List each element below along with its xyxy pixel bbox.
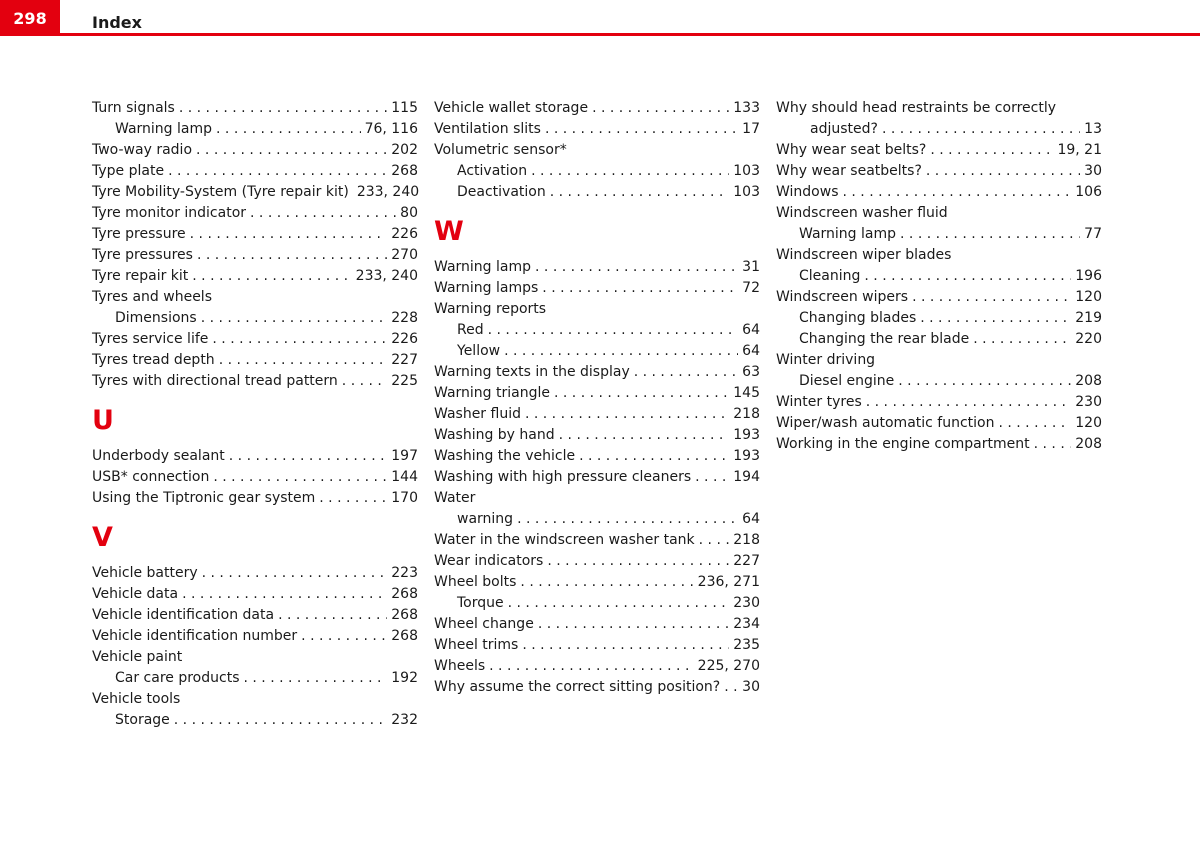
index-entry-label: Winter tyres (776, 394, 862, 410)
index-entry-label: Warning lamp (799, 226, 897, 242)
index-entry (434, 467, 760, 488)
index-entry (92, 266, 418, 287)
index-entry-page: 19, 21 (1057, 142, 1102, 158)
index-entry-page: 219 (1075, 310, 1102, 326)
dot-leader (898, 371, 1071, 392)
dot-leader (554, 383, 729, 404)
index-entry (92, 161, 418, 182)
index-entry-page: 230 (1075, 394, 1102, 410)
index-entry-page: 218 (733, 532, 760, 548)
index-entry-label: Deactivation (457, 184, 546, 200)
dot-leader (517, 509, 738, 530)
dot-leader (174, 710, 387, 731)
index-subentry (434, 320, 760, 341)
index-entry-label: Vehicle tools (92, 691, 181, 707)
index-entry-label: Yellow (457, 343, 501, 359)
dot-leader (973, 329, 1071, 350)
dot-leader (489, 656, 694, 677)
index-entry-label: Tyre repair kit (92, 268, 189, 284)
index-entry (434, 383, 760, 404)
index-entry-label: Vehicle battery (92, 565, 198, 581)
index-entry (434, 446, 760, 467)
index-entry-label: Storage (115, 712, 170, 728)
index-subentry (776, 266, 1102, 287)
dot-leader (864, 266, 1071, 287)
dot-leader (301, 626, 387, 647)
index-entry (92, 467, 418, 488)
index-entry-page: 268 (391, 586, 418, 602)
index-entry-label: Tyres tread depth (92, 352, 215, 368)
index-entry (776, 413, 1102, 434)
dot-leader (488, 320, 739, 341)
index-entry-label: Washing the vehicle (434, 448, 576, 464)
dot-leader (559, 425, 730, 446)
index-entry-page: 208 (1075, 373, 1102, 389)
index-entry-label: Vehicle identification number (92, 628, 298, 644)
dot-leader (920, 308, 1071, 329)
index-entry (776, 350, 1102, 371)
index-subentry (434, 509, 760, 530)
dot-leader (882, 119, 1080, 140)
index-entry-page: 220 (1075, 331, 1102, 347)
index-entry-label: Tyre monitor indicator (92, 205, 247, 221)
index-entry-label: Changing the rear blade (799, 331, 970, 347)
index-entry (776, 203, 1102, 224)
index-entry-label: Diesel engine (799, 373, 895, 389)
index-entry-page: 223 (391, 565, 418, 581)
index-subentry (92, 119, 418, 140)
index-entry-page: 226 (391, 331, 418, 347)
index-entry (92, 140, 418, 161)
index-entry-label: Warning triangle (434, 385, 550, 401)
index-entry-label: Vehicle wallet storage (434, 100, 589, 116)
index-entry-page: 13 (1084, 121, 1102, 137)
index-entry-page: 234 (733, 616, 760, 632)
dot-leader (213, 467, 387, 488)
dot-leader (926, 161, 1080, 182)
index-entry-label: Washer fluid (434, 406, 521, 422)
index-entry-page: 235 (733, 637, 760, 653)
index-entry-label: Windows (776, 184, 839, 200)
index-subentry (776, 308, 1102, 329)
dot-leader (531, 161, 729, 182)
index-entry-label: Wheel change (434, 616, 534, 632)
dot-leader (212, 329, 387, 350)
index-entry-page: 233, 240 (356, 184, 420, 200)
index-entry-page: 31 (742, 259, 760, 275)
dot-leader (342, 371, 387, 392)
index-entry-page: 218 (733, 406, 760, 422)
index-entry-label: USB* connection (92, 469, 210, 485)
index-entry-label: Dimensions (115, 310, 197, 326)
index-entry-label: Type plate (92, 163, 165, 179)
index-entry-page: 72 (742, 280, 760, 296)
index-entry (92, 563, 418, 584)
index-entry (776, 182, 1102, 203)
index-entry-label: Warning reports (434, 301, 547, 317)
index-subentry (776, 224, 1102, 245)
index-entry-label: Wear indicators (434, 553, 544, 569)
dot-leader (216, 119, 361, 140)
index-entry-page: 120 (1075, 289, 1102, 305)
index-entry-page: 120 (1075, 415, 1102, 431)
index-entry-page: 30 (1084, 163, 1102, 179)
dot-leader (522, 635, 729, 656)
dot-leader (542, 278, 738, 299)
dot-leader (550, 182, 730, 203)
index-entry-label: Vehicle paint (92, 649, 183, 665)
index-entry-page: 193 (733, 448, 760, 464)
index-entry-page: 226 (391, 226, 418, 242)
index-entry-label: adjusted? (810, 121, 878, 137)
index-entry-label: Red (457, 322, 484, 338)
index-subentry (776, 329, 1102, 350)
index-entry-page: 192 (391, 670, 418, 686)
index-entry-label: Ventilation slits (434, 121, 541, 137)
index-entry-label: Wheel trims (434, 637, 519, 653)
header-divider (60, 33, 1200, 36)
index-entry-label: Windscreen wipers (776, 289, 909, 305)
index-entry-page: 194 (733, 469, 760, 485)
index-entry-page: 230 (733, 595, 760, 611)
index-entry-page: 30 (742, 679, 760, 695)
index-entry-page: 17 (742, 121, 760, 137)
index-entry-label: Windscreen wiper blades (776, 247, 952, 263)
index-entry-page: 170 (391, 490, 418, 506)
index-entry-label: Tyre Mobility-System (Tyre repair kit) (92, 184, 349, 200)
index-entry-label: Why should head restraints be correctly (776, 100, 1057, 116)
index-entry (434, 488, 760, 509)
index-entry-page: 197 (391, 448, 418, 464)
index-entry-page: 64 (742, 343, 760, 359)
index-entry-label: Vehicle data (92, 586, 179, 602)
dot-leader (201, 308, 388, 329)
index-entry-label: Water in the windscreen washer tank (434, 532, 695, 548)
index-entry (434, 299, 760, 320)
index-entry-page: 80 (400, 205, 418, 221)
index-entry-page: 268 (391, 628, 418, 644)
index-entry-label: Washing with high pressure cleaners (434, 469, 692, 485)
index-entry (434, 572, 760, 593)
index-subentry (776, 371, 1102, 392)
index-entry (92, 446, 418, 467)
index-entry (434, 278, 760, 299)
index-entry-label: Tyre pressures (92, 247, 193, 263)
index-entry (434, 140, 760, 161)
dot-leader (192, 266, 351, 287)
index-subentry (434, 593, 760, 614)
index-entry-page: 144 (391, 469, 418, 485)
dot-leader (699, 530, 730, 551)
index-subentry (92, 308, 418, 329)
index-subentry (434, 182, 760, 203)
index-column-3 (776, 98, 1102, 455)
index-entry-page: 63 (742, 364, 760, 380)
index-entry-label: Windscreen washer fluid (776, 205, 948, 221)
index-entry (92, 605, 418, 626)
index-entry-label: Two-way radio (92, 142, 193, 158)
index-subentry (434, 161, 760, 182)
index-entry-label: Working in the engine compartment (776, 436, 1030, 452)
section-letter: W (434, 216, 464, 247)
dot-leader (592, 98, 729, 119)
dot-leader (843, 182, 1072, 203)
section-letter: U (92, 405, 114, 436)
index-entry (92, 584, 418, 605)
dot-leader (912, 287, 1071, 308)
dot-leader (190, 224, 388, 245)
index-entry-label: Winter driving (776, 352, 876, 368)
dot-leader (168, 161, 387, 182)
index-entry (92, 350, 418, 371)
index-entry-page: 225, 270 (697, 658, 760, 674)
dot-leader (319, 488, 387, 509)
dot-leader (219, 350, 388, 371)
index-subentry (92, 710, 418, 731)
index-entry-label: Tyre pressure (92, 226, 186, 242)
index-entry (434, 551, 760, 572)
index-entry-page: 106 (1075, 184, 1102, 200)
index-entry-label: warning (457, 511, 514, 527)
index-entry (776, 245, 1102, 266)
index-entry (434, 257, 760, 278)
index-entry-label: Wiper/wash automatic function (776, 415, 995, 431)
index-entry-label: Washing by hand (434, 427, 555, 443)
dot-leader (250, 203, 396, 224)
index-entry-page: 227 (391, 352, 418, 368)
index-entry (92, 329, 418, 350)
index-entry-label: Why wear seat belts? (776, 142, 927, 158)
index-entry (434, 677, 760, 698)
index-entry-label: Underbody sealant (92, 448, 225, 464)
index-entry-page: 133 (733, 100, 760, 116)
index-entry (434, 656, 760, 677)
index-entry-page: 236, 271 (697, 574, 760, 590)
index-entry (434, 404, 760, 425)
index-entry-page: 268 (391, 607, 418, 623)
index-entry-page: 208 (1075, 436, 1102, 452)
dot-leader (998, 413, 1071, 434)
index-entry-label: Water (434, 490, 476, 506)
dot-leader (724, 677, 738, 698)
index-entry-label: Volumetric sensor* (434, 142, 567, 158)
index-entry-page: 232 (391, 712, 418, 728)
index-entry-label: Why assume the correct sitting position? (434, 679, 721, 695)
index-entry (776, 161, 1102, 182)
index-entry-page: 103 (733, 163, 760, 179)
index-entry-label: Warning lamps (434, 280, 539, 296)
index-column-1 (92, 98, 418, 731)
index-entry (776, 98, 1102, 119)
index-entry-page: 145 (733, 385, 760, 401)
index-entry (434, 530, 760, 551)
index-entry-label: Changing blades (799, 310, 917, 326)
index-entry-label: Why wear seatbelts? (776, 163, 922, 179)
index-subentry (92, 668, 418, 689)
dot-leader (866, 392, 1072, 413)
dot-leader (278, 605, 387, 626)
dot-leader (1034, 434, 1072, 455)
index-entry-page: 227 (733, 553, 760, 569)
dot-leader (202, 563, 388, 584)
index-entry-page: 268 (391, 163, 418, 179)
index-entry (92, 182, 418, 203)
dot-leader (579, 446, 729, 467)
index-entry-label: Warning lamp (115, 121, 213, 137)
index-entry-label: Warning texts in the display (434, 364, 630, 380)
dot-leader (197, 245, 387, 266)
index-column-2 (434, 98, 760, 698)
index-entry (92, 488, 418, 509)
index-entry-page: 196 (1075, 268, 1102, 284)
dot-leader (196, 140, 387, 161)
index-entry-label: Wheels (434, 658, 486, 674)
index-entry-label: Warning lamp (434, 259, 532, 275)
index-entry-page: 103 (733, 184, 760, 200)
index-entry (434, 119, 760, 140)
index-entry (92, 689, 418, 710)
index-entry-page: 225 (391, 373, 418, 389)
index-entry-label: Using the Tiptronic gear system (92, 490, 316, 506)
index-entry-label: Tyres with directional tread pattern (92, 373, 338, 389)
index-entry-page: 228 (391, 310, 418, 326)
section-letter: V (92, 522, 113, 553)
index-entry (92, 203, 418, 224)
index-entry-page: 233, 240 (355, 268, 418, 284)
index-entry (92, 98, 418, 119)
dot-leader (525, 404, 729, 425)
dot-leader (930, 140, 1053, 161)
index-entry (776, 119, 1102, 140)
dot-leader (547, 551, 729, 572)
index-entry (434, 635, 760, 656)
index-entry (92, 647, 418, 668)
index-entry (776, 140, 1102, 161)
index-entry (92, 287, 418, 308)
index-entry-page: 64 (742, 322, 760, 338)
index-entry (776, 434, 1102, 455)
dot-leader (545, 119, 738, 140)
dot-leader (535, 257, 738, 278)
index-entry (434, 362, 760, 383)
index-entry (92, 371, 418, 392)
index-entry (776, 287, 1102, 308)
index-entry (434, 98, 760, 119)
index-entry-page: 115 (391, 100, 418, 116)
index-entry-page: 64 (742, 511, 760, 527)
index-entry (434, 614, 760, 635)
index-entry (92, 626, 418, 647)
dot-leader (538, 614, 729, 635)
index-subentry (434, 341, 760, 362)
index-entry-label: Vehicle identification data (92, 607, 275, 623)
index-entry-label: Cleaning (799, 268, 861, 284)
index-entry-label: Wheel bolts (434, 574, 517, 590)
index-entry-label: Tyres and wheels (92, 289, 212, 305)
index-entry (434, 425, 760, 446)
index-entry-label: Torque (457, 595, 504, 611)
index-entry (776, 392, 1102, 413)
index-entry-page: 193 (733, 427, 760, 443)
index-entry-page: 77 (1084, 226, 1102, 242)
index-entry-label: Activation (457, 163, 528, 179)
dot-leader (179, 98, 387, 119)
dot-leader (229, 446, 387, 467)
dot-leader (900, 224, 1080, 245)
index-entry-label: Car care products (115, 670, 240, 686)
dot-leader (508, 593, 730, 614)
index-entry-page: 270 (391, 247, 418, 263)
dot-leader (182, 584, 387, 605)
dot-leader (634, 362, 738, 383)
page-title: Index (92, 13, 142, 32)
dot-leader (695, 467, 729, 488)
index-entry-label: Turn signals (92, 100, 175, 116)
dot-leader (520, 572, 693, 593)
page-number: 298 (0, 0, 60, 36)
dot-leader (244, 668, 388, 689)
index-entry-page: 76, 116 (364, 121, 418, 137)
index-entry-label: Tyres service life (92, 331, 209, 347)
dot-leader (504, 341, 738, 362)
index-entry-page: 202 (391, 142, 418, 158)
index-entry (92, 224, 418, 245)
index-entry (92, 245, 418, 266)
